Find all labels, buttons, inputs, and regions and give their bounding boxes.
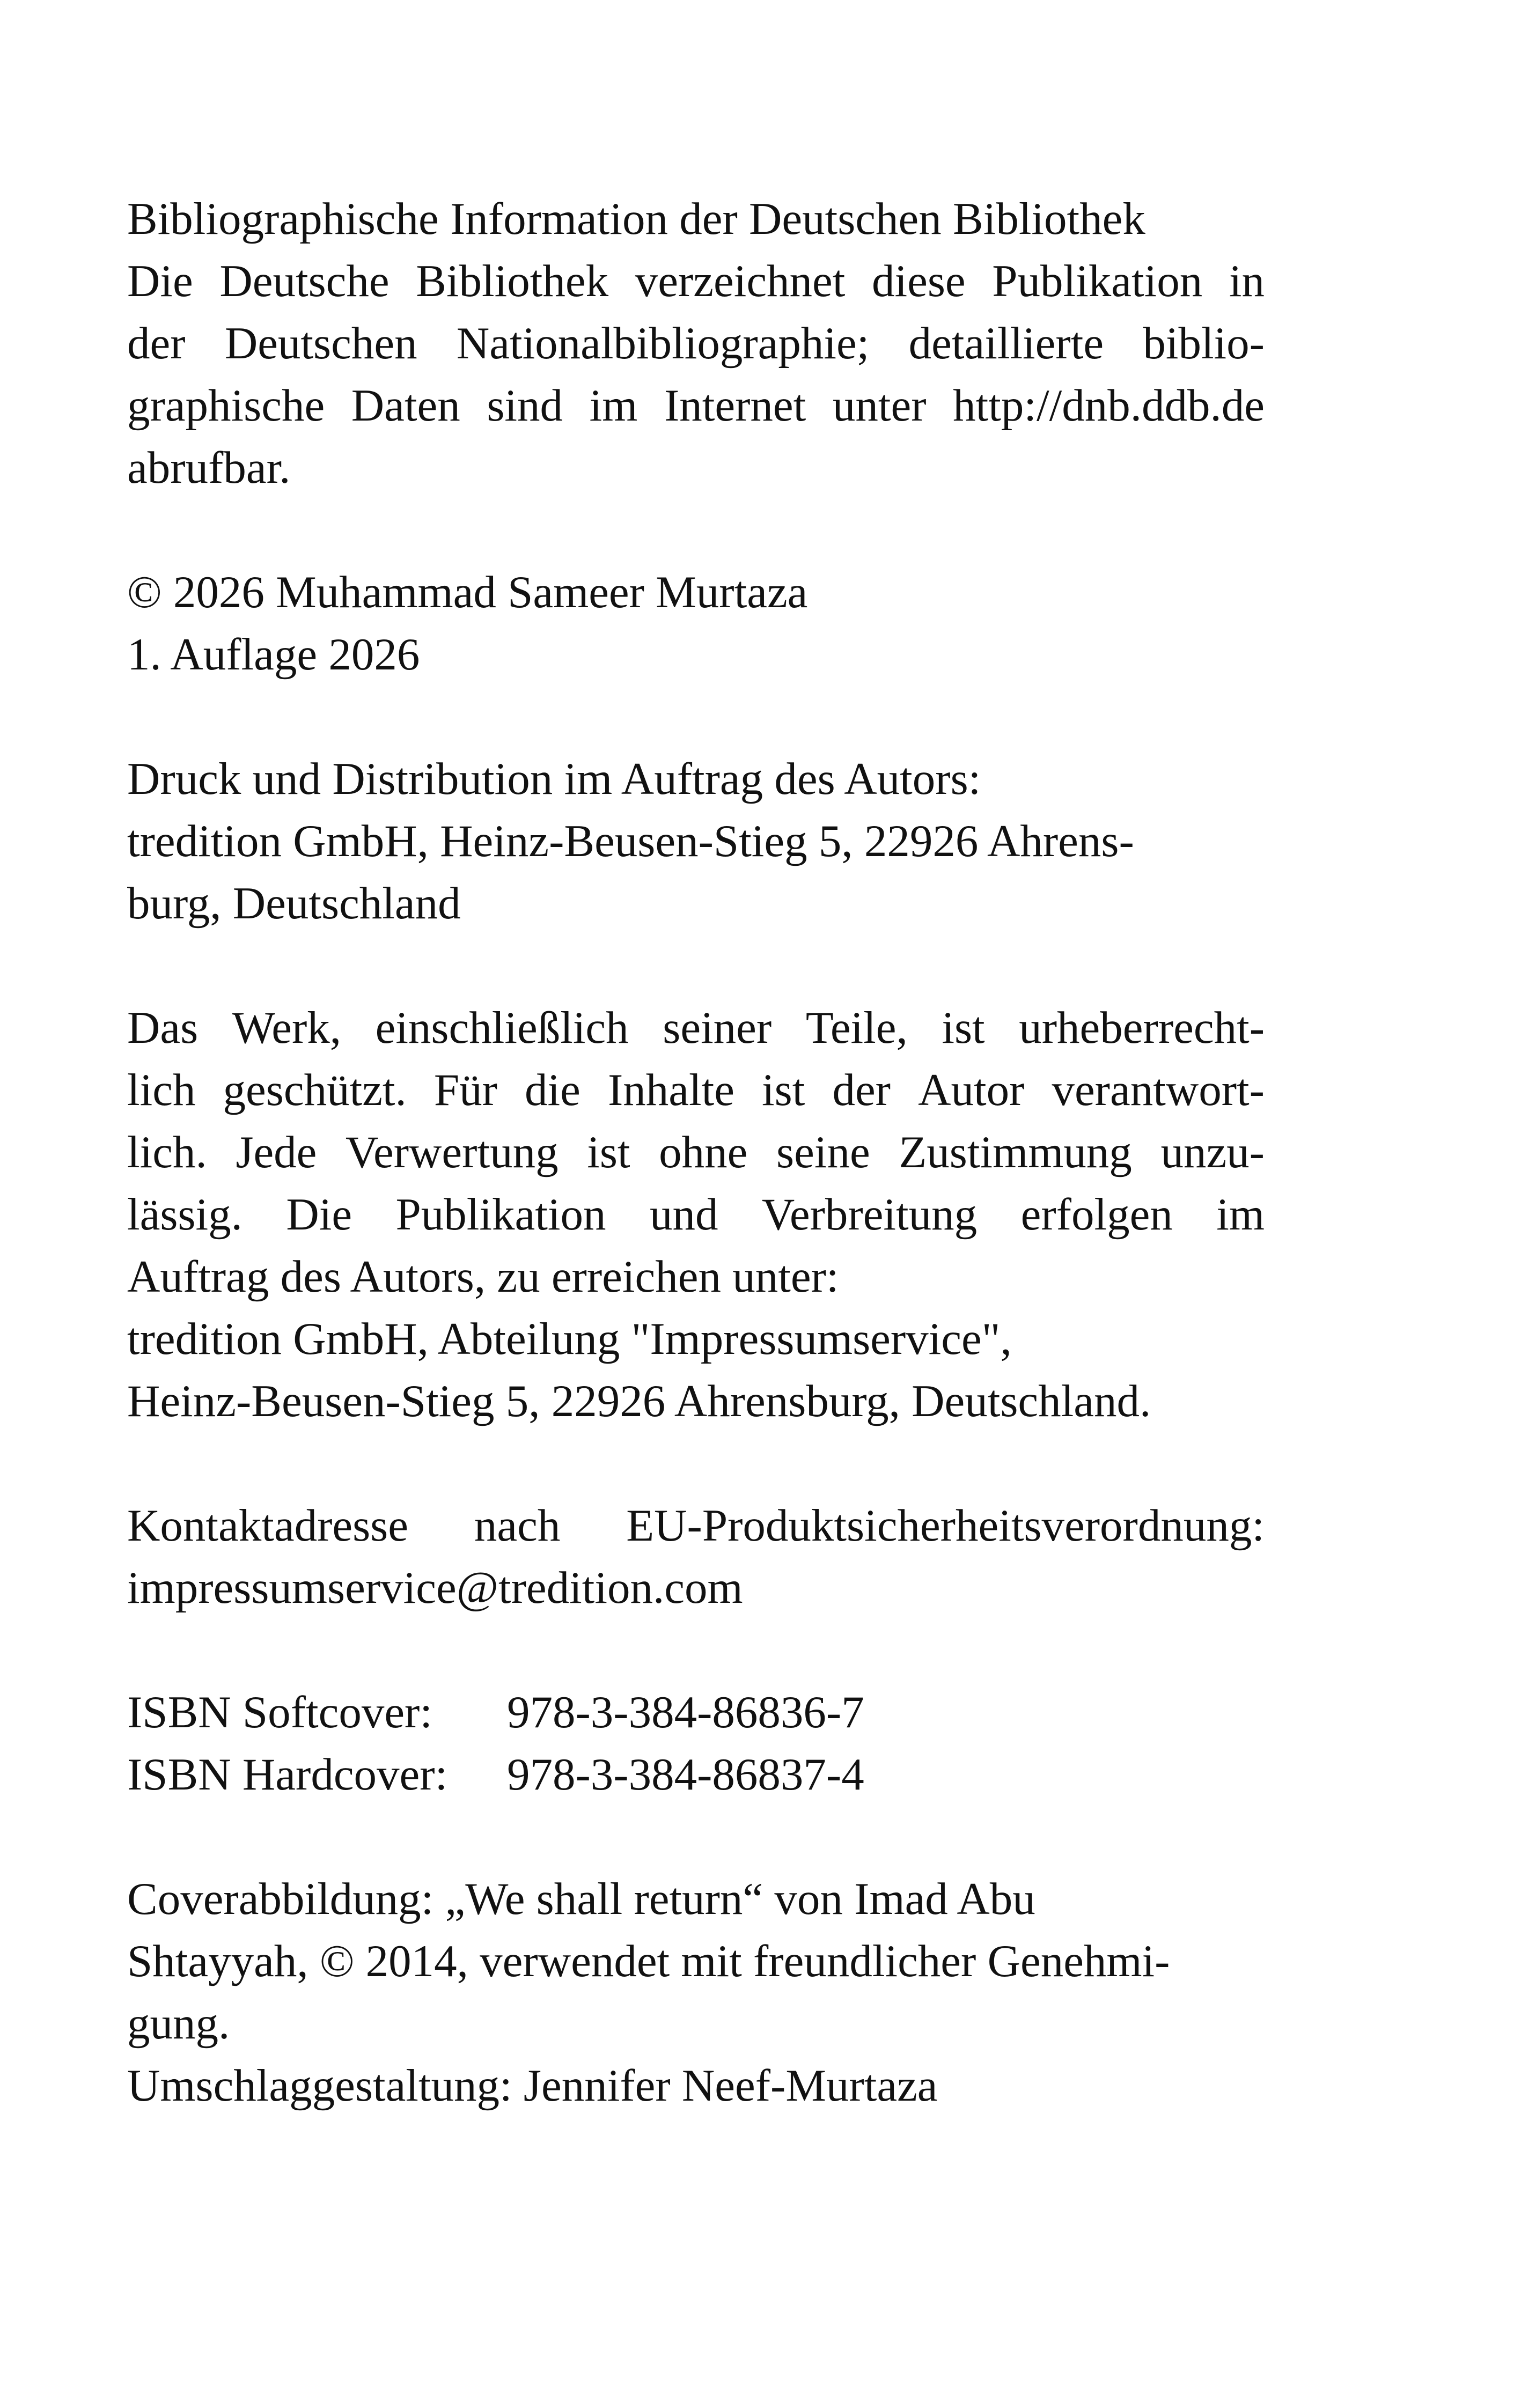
- word: Für: [433, 1065, 497, 1115]
- word: sind: [487, 380, 563, 431]
- text-line: [127, 1494, 1265, 1557]
- word: Deutsche: [219, 256, 390, 306]
- text-line: [127, 1183, 1265, 1246]
- text-line: [127, 312, 1265, 374]
- word: Bibliothek: [416, 256, 609, 306]
- word: seine: [776, 1127, 870, 1177]
- word: Die: [286, 1189, 352, 1240]
- text-line: tredition GmbH, Heinz-Beusen-Stieg 5, 22926 Ahrens-: [127, 816, 1134, 866]
- isbn-info: [127, 1681, 1265, 1806]
- word: Daten: [351, 380, 460, 431]
- contact-email: impressumservice@tredition.com: [127, 1563, 743, 1613]
- contact-info: [127, 1494, 1265, 1619]
- word: Die: [127, 256, 193, 306]
- word: detaillierte: [908, 318, 1104, 369]
- word: Autor: [918, 1065, 1025, 1115]
- word: lässig.: [127, 1189, 243, 1240]
- word: ist: [587, 1127, 630, 1177]
- word: lich.: [127, 1127, 207, 1177]
- word: Inhalte: [607, 1065, 734, 1115]
- word: unter: [832, 380, 927, 431]
- word: im: [1216, 1189, 1265, 1240]
- bibliographic-info: [127, 188, 1265, 499]
- word: ohne: [659, 1127, 748, 1177]
- isbn-hardcover-row: [127, 1743, 1265, 1806]
- word: geschützt.: [223, 1065, 407, 1115]
- text-line: Umschlaggestaltung: Jennifer Neef-Murtaza: [127, 2060, 938, 2111]
- copyright-line: © 2026 Muhammad Sameer Murtaza: [127, 567, 808, 617]
- text-line: Heinz-Beusen-Stieg 5, 22926 Ahrensburg, Deutschland.: [127, 1376, 1151, 1426]
- rights-info: [127, 997, 1265, 1432]
- isbn-hardcover-label: ISBN Hardcover:: [127, 1749, 448, 1800]
- word: Zustimmung: [899, 1127, 1132, 1177]
- word: seiner: [663, 1003, 772, 1053]
- isbn-softcover-row: [127, 1681, 1265, 1743]
- isbn-softcover-label: ISBN Softcover:: [127, 1687, 432, 1737]
- word: urheberrecht-: [1019, 1003, 1265, 1053]
- distribution-info: [127, 748, 1265, 934]
- text-line: Shtayyah, © 2014, verwendet mit freundlicher Genehmi-: [127, 1936, 1170, 1986]
- word: verzeichnet: [635, 256, 846, 306]
- word: nach: [474, 1500, 561, 1551]
- word: in: [1229, 256, 1265, 306]
- word: Publikation: [992, 256, 1203, 306]
- word: http://dnb.ddb.de: [953, 380, 1265, 431]
- edition-line: 1. Auflage 2026: [127, 629, 420, 680]
- word: erfolgen: [1020, 1189, 1173, 1240]
- text-line: Coverabbildung: „We shall return“ von Imad Abu: [127, 1874, 1035, 1924]
- word: Publikation: [395, 1189, 606, 1240]
- text-line: Bibliographische Information der Deutschen Bibliothek: [127, 194, 1145, 244]
- word: und: [649, 1189, 718, 1240]
- isbn-softcover-value: 978-3-384-86836-7: [507, 1687, 864, 1737]
- isbn-hardcover-value: 978-3-384-86837-4: [507, 1749, 864, 1800]
- imprint-page: [127, 188, 1265, 2179]
- word: Teile,: [805, 1003, 908, 1053]
- word: Werk,: [232, 1003, 341, 1053]
- word: Deutschen: [224, 318, 417, 369]
- text-line: Auftrag des Autors, zu erreichen unter:: [127, 1251, 839, 1302]
- word: der: [832, 1065, 891, 1115]
- text-line: [127, 1121, 1265, 1183]
- word: im: [589, 380, 638, 431]
- word: Kontaktadresse: [127, 1500, 408, 1551]
- credits-info: [127, 1868, 1265, 2117]
- word: Jede: [236, 1127, 317, 1177]
- word: Verbreitung: [761, 1189, 978, 1240]
- text-line: abrufbar.: [127, 443, 291, 493]
- word: Das: [127, 1003, 199, 1053]
- text-line: gung.: [127, 1998, 230, 2049]
- word: Nationalbibliographie;: [456, 318, 870, 369]
- text-line: Druck und Distribution im Auftrag des Autors:: [127, 754, 981, 804]
- word: verantwort-: [1052, 1065, 1265, 1115]
- text-line: [127, 1059, 1265, 1121]
- text-line: tredition GmbH, Abteilung "Impressumservice",: [127, 1314, 1012, 1364]
- text-line: [127, 997, 1265, 1059]
- word: Verwertung: [346, 1127, 559, 1177]
- text-line: [127, 250, 1265, 312]
- word: unzu-: [1160, 1127, 1265, 1177]
- word: biblio-: [1143, 318, 1265, 369]
- text-line: burg, Deutschland: [127, 878, 461, 929]
- word: einschließlich: [375, 1003, 629, 1053]
- word: die: [525, 1065, 581, 1115]
- copyright-info: [127, 561, 1265, 686]
- word: lich: [127, 1065, 196, 1115]
- word: der: [127, 318, 186, 369]
- word: graphische: [127, 380, 325, 431]
- word: diese: [872, 256, 966, 306]
- text-line: [127, 374, 1265, 437]
- word: EU-Produktsicherheitsverordnung:: [626, 1500, 1265, 1551]
- word: Internet: [664, 380, 806, 431]
- word: ist: [762, 1065, 805, 1115]
- word: ist: [942, 1003, 985, 1053]
